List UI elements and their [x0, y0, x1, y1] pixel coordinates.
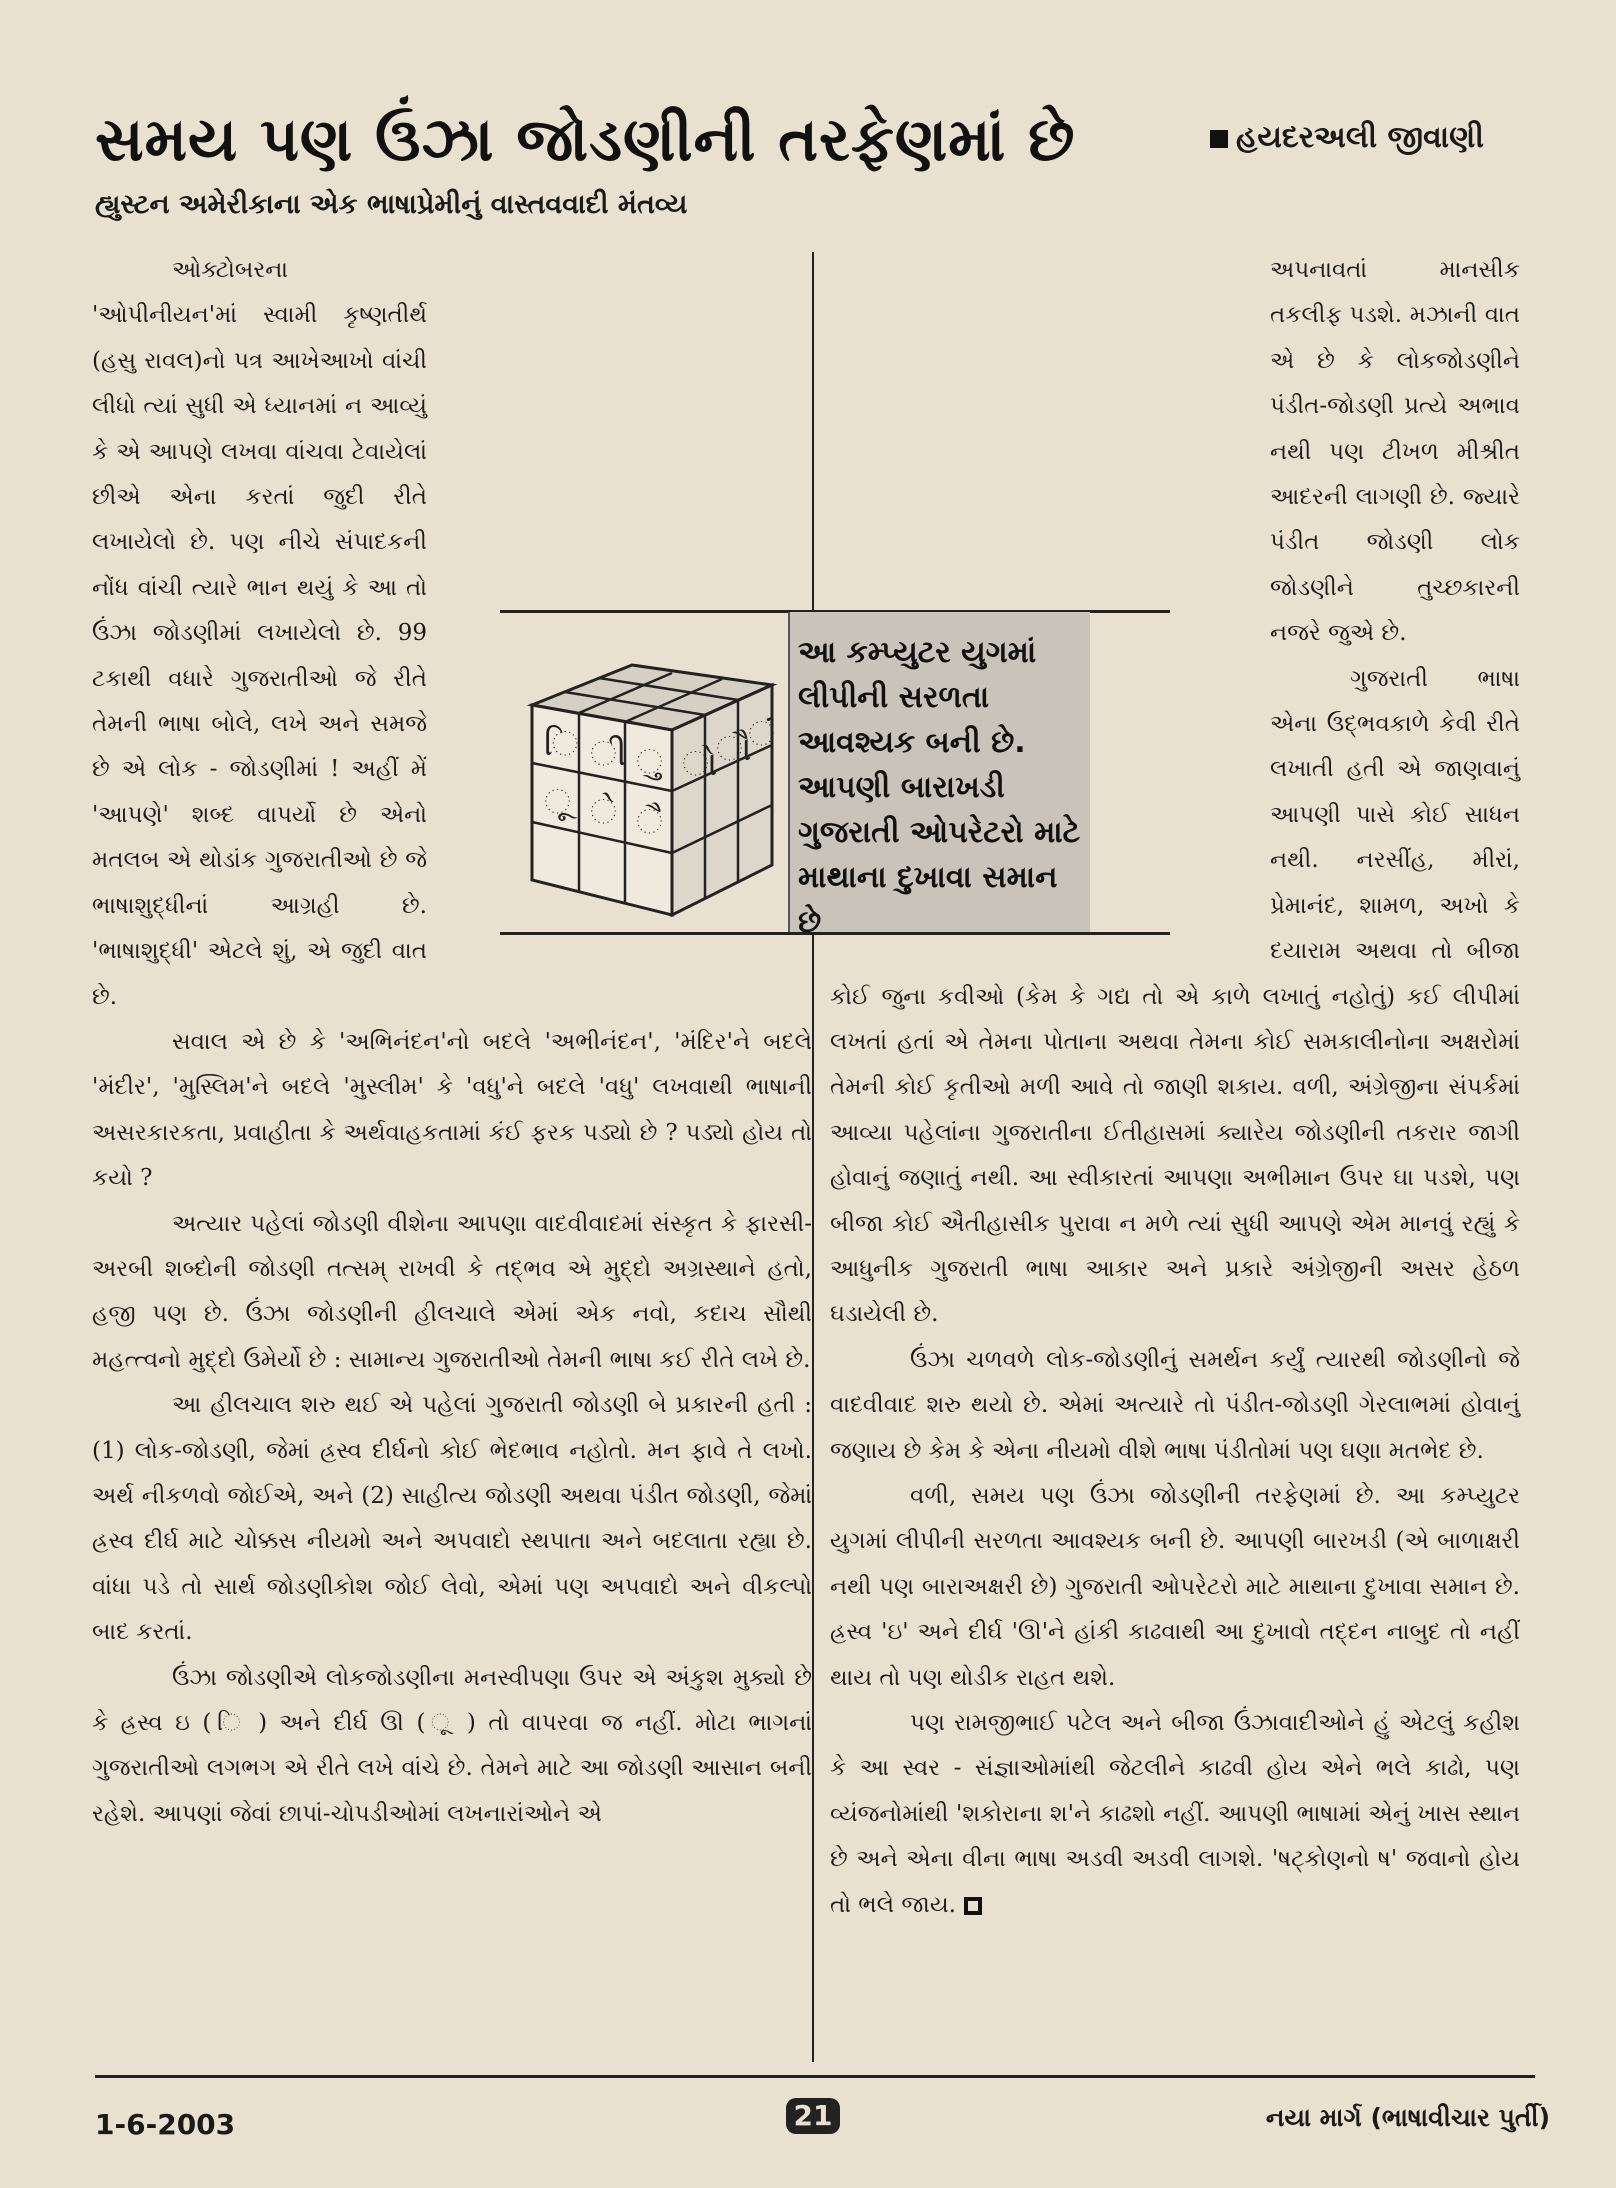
article-author	[1210, 118, 1550, 158]
cube-glyph: ં	[748, 714, 775, 754]
paragraph: ગુજરાતી ભાષા એના ઉદ્ભવકાળે કેવી રીતે લખાતી હતી એ જાણવાનું આપણી પાસે કોઈ સાધન નથી. નરસીંહ, મીરાં, પ્રેમાનંદ, શામળ, અખો કે દયારામ અથવા તો બીજા કોઈ જુના કવીઓ (કેમ કે ગદ્ય તો એ કાળે લખાતું નહોતું) કઈ લીપીમાં લખતાં હતાં એ તેમના પોતાના અથવા તેમના કોઈ સમકાલીનોના અક્ષરોમાં તેમની કોઈ કૃતીઓ મળી આવે તો જાણી શકાય. વળી, અંગ્રેજીના સંપર્કમાં આવ્યા પહેલાંના ગુજરાતીના ઈતીહાસમાં ક્યારેય જોડણીની તકરાર જાગી હોવાનું જણાતું નથી. આ સ્વીકારતાં આપણા અભીમાન ઉપર ઘા પડશે, પણ બીજા કોઈ ઐતીહાસીક પુરાવા ન મળે ત્યાં સુધી આપણે એમ માનવું રહ્યું કે આધુનીક ગુજરાતી ભાષા આકાર અને પ્રકારે અંગ્રેજીની અસર હેઠળ ઘડાયેલી છે.	[830, 665, 1520, 1328]
cube-glyph: ૈ	[636, 802, 663, 842]
paragraph: અત્યાર પહેલાં જોડણી વીશેના આપણા વાદવીવાદમાં સંસ્કૃત કે ફારસી-અરબી શબ્દોની જોડણી તત્સમ્ રાખવી કે તદ્ભવ એ મુદ્દો અગ્રસ્થાને હતો, હજી પણ છે. ઉંઝા જોડણીની હીલચાલે એમાં એક નવો, કદાચ સૌથી મહત્ત્વનો મુદ્દો ઉમેર્યો છે : સામાન્ય ગુજરાતીઓ તેમની ભાષા કઈ રીતે લખે છે.	[92, 1210, 812, 1373]
author-name: હયદરઅલી જીવાણી	[1236, 120, 1484, 155]
cube-glyph: ે	[590, 792, 617, 832]
cube-glyph: ૂ	[544, 782, 571, 822]
end-square-icon	[964, 1897, 982, 1915]
paragraph: વળી, સમય પણ ઉંઝા જોડણીની તરફેણમાં છે. આ કમ્પ્યુટર યુગમાં લીપીની સરળતા આવશ્યક બની છે. આપણી બારખડી (એ બાળાક્ષરી નથી પણ બારાઅક્ષરી છે) ગુજરાતી ઓપરેટરો માટે માથાના દુખાવા સમાન છે. હ્રસ્વ 'ઇ' અને દીર્ઘ 'ઊ'ને હાંકી કાઢવાથી આ દુખાવો તદ્દન નાબુદ તો નહીં થાય તો પણ થોડીક રાહત થશે.	[830, 1482, 1520, 1691]
paragraph: આ હીલચાલ શરુ થઈ એ પહેલાં ગુજરાતી જોડણી બે પ્રકારની હતી : (1) લોક-જોડણી, જેમાં હ્રસ્વ દીર્ઘનો કોઈ ભેદભાવ નહોતો. મન ફાવે તે લખો. અર્થ નીકળવો જોઈએ, અને (2) સાહીત્ય જોડણી અથવા પંડીત જોડણી, જેમાં હ્રસ્વ દીર્ઘ માટે ચોક્કસ નીયમો અને અપવાદો સ્થપાતા અને બદલાતા રહ્યા છે. વાંધા પડે તો સાર્થ જોડણીકોશ જોઈ લેવો, એમાં પણ અપવાદો અને વીકલ્પો બાદ કરતાં.	[92, 1392, 812, 1646]
paragraph: ઉંઝા જોડણીએ લોકજોડણીના મનસ્વીપણા ઉપર એ અંકુશ મુક્યો છે કે હ્રસ્વ ઇ ( િ ) અને દીર્ઘ ઊ ( ૂ ) તો વાપરવા જ નહીં. મોટા ભાગનાં ગુજરાતીઓ લગભગ એ રીતે લખે વાંચે છે. તેમને માટે આ જોડણી આસાન બની રહેશે. આપણાં જેવાં છાપાં-ચોપડીઓમાં લખનારાંઓને એ	[92, 1664, 812, 1827]
left-column	[92, 248, 812, 2188]
footer-rule	[95, 2075, 1535, 2078]
publication-name: નયા માર્ગ (ભાષાવીચાર પુર્તી)	[1265, 2103, 1550, 2132]
article-subtitle: હ્યુસ્ટન અમેરીકાના એક ભાષાપ્રેમીનું વાસ્તવવાદી મંતવ્ય	[95, 189, 688, 220]
letter-cube-icon	[512, 645, 792, 920]
paragraph: ઉંઝા ચળવળે લોક-જોડણીનું સમર્થન કર્યું ત્યારથી જોડણીનો જે વાદવીવાદ શરુ થયો છે. એમાં અત્યારે તો પંડીત-જોડણી ગેરલાભમાં હોવાનું જણાય છે કેમ કે એના નીયમો વીશે ભાષા પંડીતોમાં પણ ઘણા મતભેદ છે.	[830, 1346, 1520, 1464]
cube-glyph: ી	[590, 734, 627, 774]
bullet-square-icon	[1210, 130, 1228, 148]
paragraph-last	[830, 1701, 1520, 1928]
cube-glyph: િ	[544, 724, 579, 764]
footer-date: 1-6-2003	[95, 2108, 236, 2141]
paragraph-text: પણ રામજીભાઈ પટેલ અને બીજા ઉંઝાવાદીઓને હું એટલું કહીશ કે આ સ્વર - સંજ્ઞાઓમાંથી જેટલીને કાઢવી હોય એને ભલે કાઢો, પણ વ્યંજનોમાંથી 'શકોરાના શ'ને કાઢશો નહીં. આપણી ભાષામાં એનું ખાસ સ્થાન છે અને એના વીના ભાષા અડવી અડવી લાગશે. 'ષટ્કોણનો ષ' જવાનો હોય તો ભલે જાય.	[830, 1710, 1520, 1918]
cube-glyph: ુ	[636, 742, 663, 782]
cube-glyph: ૌ	[716, 729, 752, 769]
right-column	[830, 248, 1520, 2188]
column-divider	[812, 252, 814, 2062]
paragraph: સવાલ એ છે કે 'અભિનંદન'નો બદલે 'અભીનંદન', 'મંદિર'ને બદલે 'મંદીર', 'મુસ્લિમ'ને બદલે 'મુસ્લીમ' કે 'વધુ'ને બદલે 'વધુ' લખવાથી ભાષાની અસરકારકતા, પ્રવાહીતા કે અર્થવાહકતામાં કંઈ ફરક પડ્યો છે ? પડ્યો હોય તો કયો ?	[92, 1028, 812, 1192]
paragraph: ઓક્ટોબરના 'ઓપીનીયન'માં સ્વામી કૃષ્ણતીર્થ (હસુ રાવલ)નો પત્ર આખેઆખો વાંચી લીધો ત્યાં સુધી એ ધ્યાનમાં ન આવ્યું કે એ આપણે લખવા વાંચવા ટેવાયેલાં છીએ એના કરતાં જુદી રીતે લખાયેલો છે. પણ નીચે સંપાદકની નોંધ વાંચી ત્યારે ભાન થયું કે આ તો ઉંઝા જોડણીમાં લખાયેલો છે. 99 ટકાથી વધારે ગુજરાતીઓ જે રીતે તેમની ભાષા બોલે, લખે અને સમજે છે એ લોક - જોડણીમાં ! અહીં મેં 'આપણે' શબ્દ વાપર્યો છે એનો મતલબ એ થોડાંક ગુજરાતીઓ છે જે ભાષાશુદ્ધીનાં આગ્રહી છે. 'ભાષાશુદ્ધી' એટલે શું, એ જુદી વાત છે.	[92, 257, 427, 1010]
callout-text: આ કમ્પ્યુટર યુગમાં લીપીની સરળતા આવશ્યક બની છે. આપણી બારાખડી ગુજરાતી ઓપરેટરો માટે માથાના દુખાવા સમાન છે	[798, 635, 1081, 940]
paragraph: અપનાવતાં માનસીક તકલીફ પડશે. મઝાની વાત એ છે કે લોકજોડણીને પંડીત-જોડણી પ્રત્યે અભાવ નથી પણ ટીખળ મીશ્રીત આદરની લાગણી છે. જ્યારે પંડીત જોડણી લોક જોડણીને તુચ્છકારની નજરે જુએ છે.	[1270, 257, 1520, 647]
cube-glyph: ો	[682, 744, 718, 784]
article-headline: સમય પણ ઉંઝા જોડણીની તરફેણમાં છે	[95, 105, 1076, 175]
page-number: 21	[786, 2098, 840, 2134]
